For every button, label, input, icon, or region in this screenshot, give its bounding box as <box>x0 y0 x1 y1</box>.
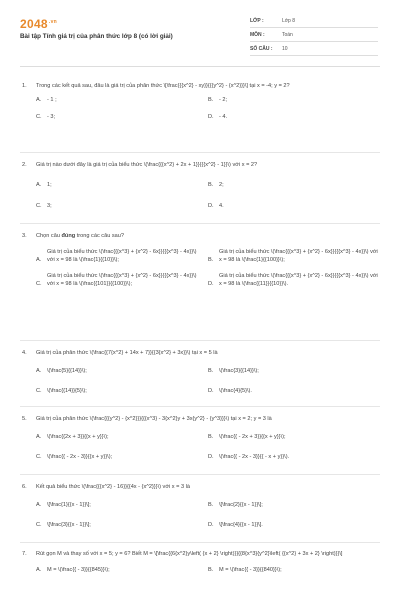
header-divider <box>20 66 380 67</box>
answer-option-d[interactable] <box>208 272 380 288</box>
answer-options <box>36 433 382 461</box>
question-number: 4. <box>22 350 27 356</box>
option-text: - 3; <box>47 114 56 120</box>
meta-value: Toán <box>282 31 293 38</box>
option-label: C. <box>36 522 42 528</box>
question-text: Rút gọn M và thay số với x = 5; y = 6? Biết M = \[\frac{{6{x^2}y\left( {x + 2} \right)}}{{8{x^3}{y^2}\left( {{x^2} + 3x + 2} \right)}}\] <box>36 551 343 557</box>
question-text-part: Chọn câu <box>36 233 62 239</box>
meta-value: Lớp 8 <box>282 17 296 24</box>
option-text: Giá trị của biểu thức \(\frac{{{x^3} + {x^2} - 6x}}{{{x^3} - 4x}}\) với x = 98 là \(\frac{1}{{100}}\); <box>219 249 378 263</box>
question-text-emphasis: đúng <box>61 233 76 239</box>
answer-option-c[interactable] <box>36 387 208 395</box>
question-text: Giá trị của phân thức \(\frac{{7{x^2} + 14x + 7}}{{3{x^2} + 3x}}\) tại x = 5 là <box>36 350 218 356</box>
answer-option-b[interactable] <box>208 367 380 375</box>
option-text: 1; <box>47 182 52 188</box>
question-divider <box>20 152 380 153</box>
question-7 <box>22 550 382 574</box>
answer-option-a[interactable] <box>36 248 208 264</box>
option-label: C. <box>36 281 42 287</box>
meta-table <box>250 14 378 56</box>
option-label: A. <box>36 97 42 103</box>
answer-option-a[interactable] <box>36 367 208 375</box>
option-label: A. <box>36 368 42 374</box>
question-text: Trong các kết quả sau, đâu là giá trị của phân thức \[\frac{{{x^2} - xy}}{{{y^2} - {x^2}}}\] tại x = -4; y = 2? <box>36 83 290 89</box>
question-2 <box>22 161 382 210</box>
option-text: \[\frac{4}{{x - 1}}\]. <box>219 522 263 528</box>
answer-option-a[interactable] <box>36 433 208 441</box>
document-header <box>0 0 400 64</box>
option-label: B. <box>208 97 214 103</box>
option-text: \(\frac{{ - 2x + 3}}{{x + y}}\); <box>219 434 286 440</box>
answer-options <box>36 248 382 288</box>
answer-option-b[interactable] <box>208 433 380 441</box>
question-divider <box>20 223 380 224</box>
answer-options <box>36 367 382 395</box>
meta-key: SỐ CÂU : <box>250 45 273 52</box>
question-text: Kết quả biểu thức \(\frac{{{x^2} - 16}}{{4x - {x^2}}}\) với x = 3 là <box>36 484 191 490</box>
option-text: \[\frac{3}{{x - 1}}\]; <box>47 522 91 528</box>
option-text: 3; <box>47 203 52 209</box>
answer-options <box>36 96 382 121</box>
meta-row-subject <box>250 28 378 42</box>
meta-row-class <box>250 14 378 28</box>
option-text: \(\frac{3}{{14}}\); <box>219 368 259 374</box>
logo-suffix: .vn <box>48 19 58 25</box>
question-divider <box>20 474 380 475</box>
answer-options <box>36 501 382 529</box>
option-text: M = \(\frac{{ - 3}}{{845}}\); <box>47 567 110 573</box>
option-label: C. <box>36 203 42 209</box>
question-divider <box>20 406 380 407</box>
option-text: \(\frac{{ - 2x - 3}}{{x + y}}\); <box>47 454 113 460</box>
page-title: Bài tập Tính giá trị của phân thức lớp 8 (có lời giải) <box>20 33 173 40</box>
question-number: 3. <box>22 233 27 239</box>
option-text: Giá trị của biểu thức \(\frac{{{x^3} + {x^2} - 6x}}{{{x^3} - 4x}}\) với x = 98 là \(\frac{1}{{10}}\); <box>47 249 197 263</box>
option-text: \[\frac{1}{{x - 1}}\]; <box>47 502 91 508</box>
question-divider <box>20 542 380 543</box>
option-text: M = \(\frac{{ - 3}}{{840}}\); <box>219 567 282 573</box>
question-number: 1. <box>22 83 27 89</box>
answer-option-b[interactable] <box>208 566 380 574</box>
option-label: D. <box>208 388 214 394</box>
question-4 <box>22 349 382 395</box>
question-3 <box>22 232 382 288</box>
answer-option-d[interactable] <box>208 453 380 461</box>
question-number: 2. <box>22 162 27 168</box>
answer-option-a[interactable] <box>36 181 208 189</box>
answer-option-c[interactable] <box>36 272 208 288</box>
option-label: B. <box>208 368 214 374</box>
option-label: D. <box>208 114 214 120</box>
answer-option-a[interactable] <box>36 501 208 509</box>
option-text: - 4. <box>219 114 228 120</box>
answer-option-d[interactable] <box>208 387 380 395</box>
option-label: B. <box>208 257 214 263</box>
answer-option-d[interactable] <box>208 521 380 529</box>
option-label: C. <box>36 114 42 120</box>
question-text: Giá trị nào dưới đây là giá trị của biểu thức \(\frac{{{x^2} + 2x + 1}}{{{x^2} - 1}}\) với x = 2? <box>36 162 258 168</box>
answer-options <box>36 181 382 210</box>
option-label: B. <box>208 434 214 440</box>
option-label: A. <box>36 257 42 263</box>
question-number: 6. <box>22 484 27 490</box>
option-label: A. <box>36 434 42 440</box>
option-text: Giá trị của biểu thức \(\frac{{{x^3} + {x^2} - 6x}}{{{x^3} - 4x}}\) với x = 98 là \(\frac{{11}}{{10}}\). <box>219 273 378 287</box>
option-label: D. <box>208 281 214 287</box>
option-text: - 1 ; <box>47 97 57 103</box>
option-label: C. <box>36 388 42 394</box>
option-text: - 2; <box>219 97 228 103</box>
question-1 <box>22 82 382 121</box>
option-text: \(\frac{5}{{14}}\); <box>47 368 87 374</box>
option-label: B. <box>208 502 214 508</box>
option-text: \(\frac{{2x + 3}}{{x + y}}\); <box>47 434 109 440</box>
site-logo[interactable] <box>20 17 57 31</box>
answer-option-a[interactable] <box>36 566 208 574</box>
option-label: D. <box>208 203 214 209</box>
question-divider <box>20 340 380 341</box>
option-text: \[\frac{2}{{x - 1}}\]; <box>219 502 263 508</box>
answer-option-b[interactable] <box>208 181 380 189</box>
question-text: Giá trị của phân thức \(\frac{{{y^2} - {x^2}}}{{{x^3} - 3{x^2}y + 3x{y^2} - {y^3}}}\) tại x = 2; y = 3 là <box>36 416 272 422</box>
meta-key: LỚP : <box>250 17 264 24</box>
question-number: 7. <box>22 551 27 557</box>
answer-option-d[interactable] <box>208 202 380 210</box>
question-number: 5. <box>22 416 27 422</box>
option-text: \(\frac{{ - 2x - 3}}{{ - x + y}}\). <box>219 454 290 460</box>
option-label: D. <box>208 454 214 460</box>
answer-option-c[interactable] <box>36 521 208 529</box>
option-label: A. <box>36 567 42 573</box>
option-text: 2; <box>219 182 224 188</box>
meta-row-count <box>250 42 378 56</box>
question-text-part: trong các câu sau? <box>75 233 124 239</box>
answer-option-c[interactable] <box>36 453 208 461</box>
option-text: \(\frac{{14}}{5}\); <box>47 388 87 394</box>
question-5 <box>22 415 382 461</box>
question-text <box>36 232 382 240</box>
answer-option-c[interactable] <box>36 202 208 210</box>
answer-option-a[interactable] <box>36 96 208 104</box>
option-label: B. <box>208 182 214 188</box>
option-text: Giá trị của biểu thức \(\frac{{{x^3} + {x^2} - 6x}}{{{x^3} - 4x}}\) với x = 98 là \(\frac{{101}}{{100}}\); <box>47 273 197 287</box>
meta-value: 10 <box>282 45 288 52</box>
option-label: A. <box>36 182 42 188</box>
answer-option-b[interactable] <box>208 501 380 509</box>
option-label: A. <box>36 502 42 508</box>
option-label: B. <box>208 567 214 573</box>
answer-option-b[interactable] <box>208 248 380 264</box>
option-label: C. <box>36 454 42 460</box>
option-text: \(\frac{4}{5}\). <box>219 388 252 394</box>
meta-key: MÔN : <box>250 31 265 38</box>
option-label: D. <box>208 522 214 528</box>
answer-options <box>36 566 382 574</box>
logo-text: 2048 <box>20 17 48 31</box>
option-text: 4. <box>219 203 224 209</box>
question-6 <box>22 483 382 529</box>
answer-option-c[interactable] <box>36 113 208 121</box>
answer-option-b[interactable] <box>208 96 380 104</box>
answer-option-d[interactable] <box>208 113 380 121</box>
